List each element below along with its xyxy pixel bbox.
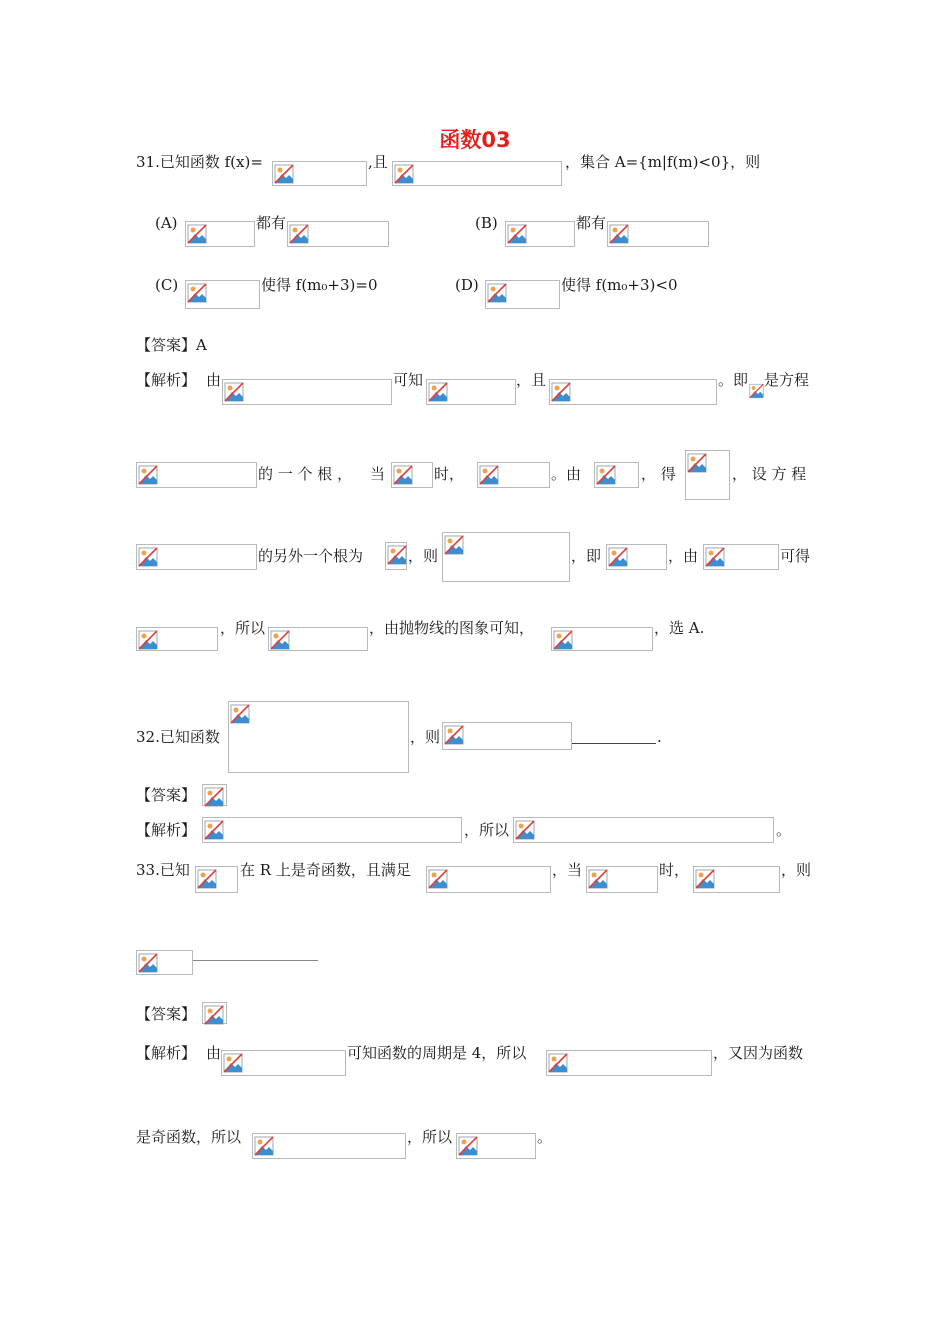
analysis-text: ，且 <box>516 371 547 389</box>
broken-image-icon <box>551 382 571 402</box>
formula-image <box>426 379 516 405</box>
broken-image-icon <box>507 224 527 244</box>
analysis-text: 是方程 <box>764 371 810 389</box>
broken-image-icon <box>749 382 764 400</box>
broken-image-icon <box>705 547 725 567</box>
broken-image-icon <box>197 869 217 889</box>
formula-image <box>202 1002 227 1024</box>
broken-image-icon <box>138 547 158 567</box>
formula-image <box>287 221 389 247</box>
formula-image <box>477 462 550 488</box>
q32-stem: 32.已知函数 <box>136 728 220 746</box>
broken-image-icon <box>515 820 535 840</box>
formula-image <box>136 544 257 570</box>
broken-image-icon <box>596 465 616 485</box>
formula-image <box>442 722 572 750</box>
broken-image-icon <box>479 465 499 485</box>
formula-image <box>136 950 193 975</box>
broken-image-icon <box>138 630 158 650</box>
option-d-label: (D) <box>455 276 479 294</box>
analysis-text: ，由 <box>668 547 699 565</box>
q33-stem-b: 在 R 上是奇函数，且满足 <box>240 861 411 879</box>
formula-image <box>385 542 407 570</box>
analysis-text: ，由抛物线的图象可知， <box>369 619 535 637</box>
formula-image <box>391 462 433 488</box>
broken-image-icon <box>187 224 207 244</box>
formula-image <box>185 280 260 309</box>
q31-stem-c: ，集合 A={m|f(m)<0}，则 <box>565 153 761 171</box>
broken-image-icon <box>138 953 158 973</box>
formula-image <box>195 866 238 893</box>
broken-image-icon <box>204 787 224 807</box>
broken-image-icon <box>187 283 207 303</box>
broken-image-icon <box>204 820 224 840</box>
formula-image <box>594 462 639 488</box>
formula-image <box>222 379 392 405</box>
formula-image <box>505 221 575 247</box>
answer-value: A <box>196 336 207 354</box>
q33-stem: 33.已知 <box>136 861 190 879</box>
formula-image <box>549 379 717 405</box>
analysis-text: ，即 <box>571 547 602 565</box>
option-d-text: 使得 f(m₀+3)<0 <box>561 276 678 294</box>
q31-stem-b: ,且 <box>368 153 388 171</box>
broken-image-icon <box>487 283 507 303</box>
answer-blank <box>193 960 318 961</box>
analysis-text: 是奇函数，所以 <box>136 1128 242 1146</box>
broken-image-icon <box>458 1136 478 1156</box>
broken-image-icon <box>687 453 707 473</box>
answer-label: 【答案】 <box>136 1005 197 1023</box>
broken-image-icon <box>204 1005 224 1025</box>
q32-stem-b: ，则 <box>410 728 441 746</box>
analysis-text: 由 <box>206 371 222 389</box>
broken-image-icon <box>254 1136 274 1156</box>
broken-image-icon <box>444 725 464 745</box>
analysis-text: ，所以 <box>220 619 266 637</box>
analysis-text: 。即 <box>718 371 749 389</box>
broken-image-icon <box>394 164 414 184</box>
formula-image <box>693 866 780 893</box>
broken-image-icon <box>588 869 608 889</box>
formula-image <box>551 627 653 651</box>
analysis-text: 的 一 个 根 ， <box>258 465 353 483</box>
broken-image-icon <box>289 224 309 244</box>
formula-image <box>546 1050 712 1076</box>
broken-image-icon <box>608 547 628 567</box>
formula-image <box>513 817 774 843</box>
analysis-text: 可知函数的周期是 4，所以 <box>347 1044 527 1062</box>
broken-image-icon <box>695 869 715 889</box>
option-c-text: 使得 f(m₀+3)=0 <box>261 276 378 294</box>
formula-image <box>685 450 730 500</box>
formula-image <box>426 866 551 893</box>
analysis-text: ，则 <box>408 547 439 565</box>
broken-image-icon <box>270 630 290 650</box>
broken-image-icon <box>609 224 629 244</box>
formula-image <box>392 161 562 186</box>
analysis-text: ，又因为函数 <box>713 1044 804 1062</box>
analysis-text: ， 设 方 程 <box>732 465 807 483</box>
formula-image <box>228 701 409 773</box>
formula-image <box>136 627 218 651</box>
analysis-text: 的另外一个根为 <box>258 547 364 565</box>
broken-image-icon <box>444 535 464 555</box>
answer-label: 【答案】A <box>136 336 207 354</box>
formula-image <box>268 627 368 651</box>
formula-image <box>586 866 658 893</box>
formula-image <box>272 161 367 186</box>
analysis-label: 【解析】 <box>136 371 197 389</box>
analysis-text: ，选 A. <box>654 619 705 637</box>
formula-image <box>221 1050 346 1076</box>
formula-image <box>252 1133 406 1159</box>
analysis-label: 【解析】 <box>136 821 197 839</box>
analysis-text: 可得 <box>780 547 811 565</box>
q33-stem-e: ，则 <box>781 861 812 879</box>
broken-image-icon <box>223 1053 243 1073</box>
option-b-text: 都有 <box>576 214 607 232</box>
formula-image <box>607 221 709 247</box>
formula-image <box>136 462 257 488</box>
analysis-text: 。 <box>776 821 792 839</box>
analysis-label: 【解析】 <box>136 1044 197 1062</box>
analysis-text: ，所以 <box>407 1128 453 1146</box>
broken-image-icon <box>387 545 407 565</box>
analysis-text: 。由 <box>551 465 582 483</box>
answer-label: 【答案】 <box>136 786 197 804</box>
q33-stem-c: ，当 <box>552 861 583 879</box>
formula-image <box>185 221 255 247</box>
analysis-text: 时， <box>434 465 465 483</box>
analysis-text: 。 <box>537 1128 553 1146</box>
formula-image <box>202 784 227 806</box>
q32-end: . <box>657 728 662 746</box>
formula-image <box>606 544 667 570</box>
broken-image-icon <box>274 164 294 184</box>
broken-image-icon <box>230 704 250 724</box>
formula-image <box>202 817 462 843</box>
q31-stem: 31.已知函数 f(x)= <box>136 153 263 171</box>
analysis-text: ， 得 <box>641 465 676 483</box>
formula-image <box>485 280 560 309</box>
broken-image-icon <box>224 382 244 402</box>
option-c-label: (C) <box>155 276 179 294</box>
option-a-label: (A) <box>155 214 178 232</box>
analysis-text: 可知 <box>393 371 424 389</box>
broken-image-icon <box>428 382 448 402</box>
answer-blank <box>572 743 656 744</box>
analysis-text: 由 <box>206 1044 222 1062</box>
analysis-text: 当 <box>370 465 386 483</box>
option-a-text: 都有 <box>256 214 287 232</box>
broken-image-icon <box>393 465 413 485</box>
broken-image-icon <box>428 869 448 889</box>
formula-image <box>703 544 779 570</box>
formula-image <box>442 532 570 582</box>
broken-image-icon <box>138 465 158 485</box>
q33-stem-d: 时， <box>659 861 690 879</box>
page-title: 函数03 <box>439 128 511 152</box>
broken-image-icon <box>548 1053 568 1073</box>
option-b-label: (B) <box>475 214 498 232</box>
formula-image <box>456 1133 536 1159</box>
formula-image <box>749 380 764 402</box>
broken-image-icon <box>553 630 573 650</box>
analysis-text: ，所以 <box>464 821 510 839</box>
